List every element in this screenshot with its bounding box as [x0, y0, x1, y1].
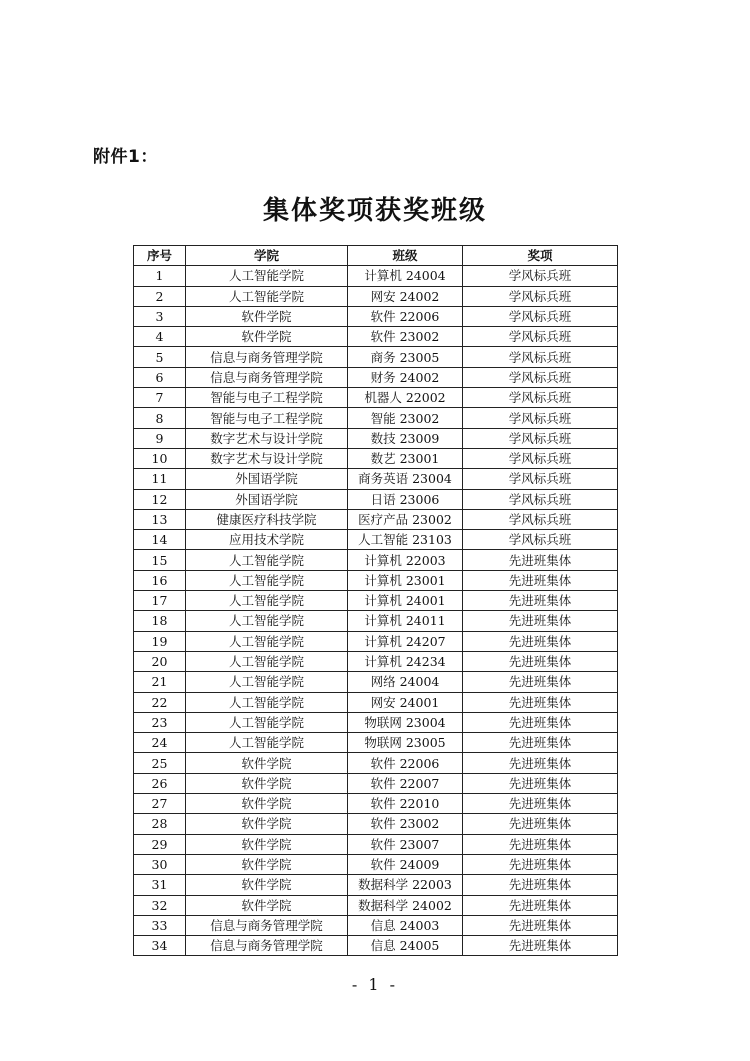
- table-row: [134, 509, 618, 529]
- cell-index: 23: [134, 712, 186, 732]
- cell-index: 21: [134, 672, 186, 692]
- cell-index: 6: [134, 367, 186, 387]
- cell-index: 2: [134, 286, 186, 306]
- cell-college: 人工智能学院: [186, 266, 348, 286]
- cell-award: 学风标兵班: [463, 509, 618, 529]
- cell-class: 软件 23007: [348, 834, 463, 854]
- cell-award: 先进班集体: [463, 915, 618, 935]
- cell-college: 软件学院: [186, 895, 348, 915]
- cell-college: 人工智能学院: [186, 570, 348, 590]
- cell-college: 人工智能学院: [186, 591, 348, 611]
- cell-college: 软件学院: [186, 753, 348, 773]
- table-row: [134, 854, 618, 874]
- cell-index: 9: [134, 428, 186, 448]
- cell-award: 先进班集体: [463, 733, 618, 753]
- cell-index: 20: [134, 651, 186, 671]
- cell-award: 先进班集体: [463, 570, 618, 590]
- cell-class: 数据科学 22003: [348, 875, 463, 895]
- cell-index: 17: [134, 591, 186, 611]
- header-award: 奖项: [463, 246, 618, 266]
- cell-class: 网络 24004: [348, 672, 463, 692]
- table-row: [134, 489, 618, 509]
- cell-index: 26: [134, 773, 186, 793]
- cell-class: 机器人 22002: [348, 388, 463, 408]
- cell-class: 信息 24005: [348, 936, 463, 956]
- cell-class: 商务 23005: [348, 347, 463, 367]
- table-row: [134, 895, 618, 915]
- header-college: 学院: [186, 246, 348, 266]
- cell-award: 先进班集体: [463, 794, 618, 814]
- cell-award: 先进班集体: [463, 611, 618, 631]
- cell-class: 计算机 24234: [348, 651, 463, 671]
- table-row: [134, 936, 618, 956]
- cell-index: 7: [134, 388, 186, 408]
- cell-college: 软件学院: [186, 875, 348, 895]
- cell-class: 网安 24002: [348, 286, 463, 306]
- cell-class: 日语 23006: [348, 489, 463, 509]
- cell-class: 软件 22006: [348, 306, 463, 326]
- cell-class: 财务 24002: [348, 367, 463, 387]
- cell-index: 18: [134, 611, 186, 631]
- table-row: [134, 672, 618, 692]
- cell-class: 医疗产品 23002: [348, 509, 463, 529]
- cell-class: 计算机 24207: [348, 631, 463, 651]
- cell-award: 先进班集体: [463, 895, 618, 915]
- table-row: [134, 530, 618, 550]
- table-row: [134, 651, 618, 671]
- table-row: [134, 286, 618, 306]
- cell-college: 信息与商务管理学院: [186, 915, 348, 935]
- cell-class: 软件 23002: [348, 327, 463, 347]
- cell-class: 计算机 24011: [348, 611, 463, 631]
- cell-class: 计算机 22003: [348, 550, 463, 570]
- table-row: [134, 712, 618, 732]
- cell-index: 32: [134, 895, 186, 915]
- cell-award: 学风标兵班: [463, 408, 618, 428]
- cell-index: 33: [134, 915, 186, 935]
- table-row: [134, 266, 618, 286]
- table-row: [134, 428, 618, 448]
- table-row: [134, 814, 618, 834]
- cell-index: 12: [134, 489, 186, 509]
- cell-index: 29: [134, 834, 186, 854]
- cell-college: 人工智能学院: [186, 733, 348, 753]
- cell-index: 16: [134, 570, 186, 590]
- cell-index: 28: [134, 814, 186, 834]
- cell-college: 健康医疗科技学院: [186, 509, 348, 529]
- cell-award: 先进班集体: [463, 712, 618, 732]
- cell-class: 数艺 23001: [348, 448, 463, 468]
- cell-index: 14: [134, 530, 186, 550]
- cell-award: 学风标兵班: [463, 530, 618, 550]
- table-row: [134, 367, 618, 387]
- cell-college: 软件学院: [186, 814, 348, 834]
- table-row: [134, 794, 618, 814]
- cell-college: 智能与电子工程学院: [186, 408, 348, 428]
- table-row: [134, 915, 618, 935]
- table-header-row: [134, 246, 618, 266]
- table-row: [134, 631, 618, 651]
- cell-college: 人工智能学院: [186, 712, 348, 732]
- cell-index: 13: [134, 509, 186, 529]
- awards-table: [133, 245, 618, 956]
- cell-class: 软件 24009: [348, 854, 463, 874]
- table-row: [134, 834, 618, 854]
- cell-award: 学风标兵班: [463, 327, 618, 347]
- cell-class: 计算机 24001: [348, 591, 463, 611]
- cell-index: 22: [134, 692, 186, 712]
- cell-college: 软件学院: [186, 794, 348, 814]
- cell-college: 人工智能学院: [186, 672, 348, 692]
- cell-class: 物联网 23005: [348, 733, 463, 753]
- cell-index: 30: [134, 854, 186, 874]
- table-row: [134, 448, 618, 468]
- cell-class: 网安 24001: [348, 692, 463, 712]
- cell-award: 学风标兵班: [463, 347, 618, 367]
- cell-award: 学风标兵班: [463, 286, 618, 306]
- table-row: [134, 550, 618, 570]
- cell-college: 软件学院: [186, 306, 348, 326]
- cell-class: 物联网 23004: [348, 712, 463, 732]
- cell-index: 1: [134, 266, 186, 286]
- cell-award: 学风标兵班: [463, 266, 618, 286]
- cell-class: 信息 24003: [348, 915, 463, 935]
- attachment-label: 附件1：: [93, 147, 158, 167]
- cell-class: 人工智能 23103: [348, 530, 463, 550]
- cell-index: 25: [134, 753, 186, 773]
- cell-award: 学风标兵班: [463, 367, 618, 387]
- cell-index: 24: [134, 733, 186, 753]
- table-row: [134, 469, 618, 489]
- cell-college: 外国语学院: [186, 469, 348, 489]
- cell-college: 信息与商务管理学院: [186, 347, 348, 367]
- cell-award: 先进班集体: [463, 834, 618, 854]
- cell-index: 3: [134, 306, 186, 326]
- cell-college: 软件学院: [186, 834, 348, 854]
- cell-college: 软件学院: [186, 327, 348, 347]
- header-class: 班级: [348, 246, 463, 266]
- cell-award: 学风标兵班: [463, 469, 618, 489]
- cell-award: 学风标兵班: [463, 388, 618, 408]
- cell-award: 先进班集体: [463, 773, 618, 793]
- cell-class: 商务英语 23004: [348, 469, 463, 489]
- cell-award: 先进班集体: [463, 651, 618, 671]
- table-row: [134, 591, 618, 611]
- table-row: [134, 327, 618, 347]
- cell-college: 应用技术学院: [186, 530, 348, 550]
- table-row: [134, 875, 618, 895]
- cell-college: 人工智能学院: [186, 692, 348, 712]
- cell-index: 19: [134, 631, 186, 651]
- cell-college: 数字艺术与设计学院: [186, 428, 348, 448]
- cell-index: 8: [134, 408, 186, 428]
- cell-college: 外国语学院: [186, 489, 348, 509]
- cell-award: 先进班集体: [463, 672, 618, 692]
- table-row: [134, 753, 618, 773]
- table-row: [134, 306, 618, 326]
- cell-class: 数据科学 24002: [348, 895, 463, 915]
- cell-class: 智能 23002: [348, 408, 463, 428]
- cell-college: 人工智能学院: [186, 651, 348, 671]
- table-row: [134, 773, 618, 793]
- cell-index: 15: [134, 550, 186, 570]
- cell-college: 人工智能学院: [186, 550, 348, 570]
- cell-award: 学风标兵班: [463, 306, 618, 326]
- cell-index: 5: [134, 347, 186, 367]
- cell-college: 软件学院: [186, 773, 348, 793]
- cell-index: 31: [134, 875, 186, 895]
- cell-award: 先进班集体: [463, 550, 618, 570]
- cell-class: 计算机 23001: [348, 570, 463, 590]
- cell-class: 软件 22007: [348, 773, 463, 793]
- cell-award: 先进班集体: [463, 936, 618, 956]
- document-title: 集体奖项获奖班级: [262, 196, 487, 226]
- cell-class: 软件 23002: [348, 814, 463, 834]
- cell-award: 先进班集体: [463, 814, 618, 834]
- cell-index: 34: [134, 936, 186, 956]
- cell-award: 先进班集体: [463, 854, 618, 874]
- table-row: [134, 692, 618, 712]
- cell-index: 27: [134, 794, 186, 814]
- table-row: [134, 611, 618, 631]
- cell-class: 软件 22006: [348, 753, 463, 773]
- cell-college: 人工智能学院: [186, 611, 348, 631]
- table-body: [134, 266, 618, 956]
- cell-college: 智能与电子工程学院: [186, 388, 348, 408]
- cell-award: 先进班集体: [463, 631, 618, 651]
- cell-college: 人工智能学院: [186, 631, 348, 651]
- cell-award: 先进班集体: [463, 753, 618, 773]
- cell-award: 学风标兵班: [463, 428, 618, 448]
- page-number: - 1 -: [351, 975, 399, 994]
- table-row: [134, 388, 618, 408]
- cell-college: 信息与商务管理学院: [186, 367, 348, 387]
- cell-class: 软件 22010: [348, 794, 463, 814]
- cell-award: 学风标兵班: [463, 448, 618, 468]
- cell-college: 人工智能学院: [186, 286, 348, 306]
- cell-index: 10: [134, 448, 186, 468]
- table-row: [134, 408, 618, 428]
- cell-class: 计算机 24004: [348, 266, 463, 286]
- cell-award: 先进班集体: [463, 591, 618, 611]
- cell-award: 学风标兵班: [463, 489, 618, 509]
- header-index: 序号: [134, 246, 186, 266]
- cell-award: 先进班集体: [463, 692, 618, 712]
- cell-college: 信息与商务管理学院: [186, 936, 348, 956]
- table-row: [134, 347, 618, 367]
- cell-college: 数字艺术与设计学院: [186, 448, 348, 468]
- table-row: [134, 733, 618, 753]
- table-row: [134, 570, 618, 590]
- cell-class: 数技 23009: [348, 428, 463, 448]
- cell-index: 11: [134, 469, 186, 489]
- cell-college: 软件学院: [186, 854, 348, 874]
- cell-award: 先进班集体: [463, 875, 618, 895]
- cell-index: 4: [134, 327, 186, 347]
